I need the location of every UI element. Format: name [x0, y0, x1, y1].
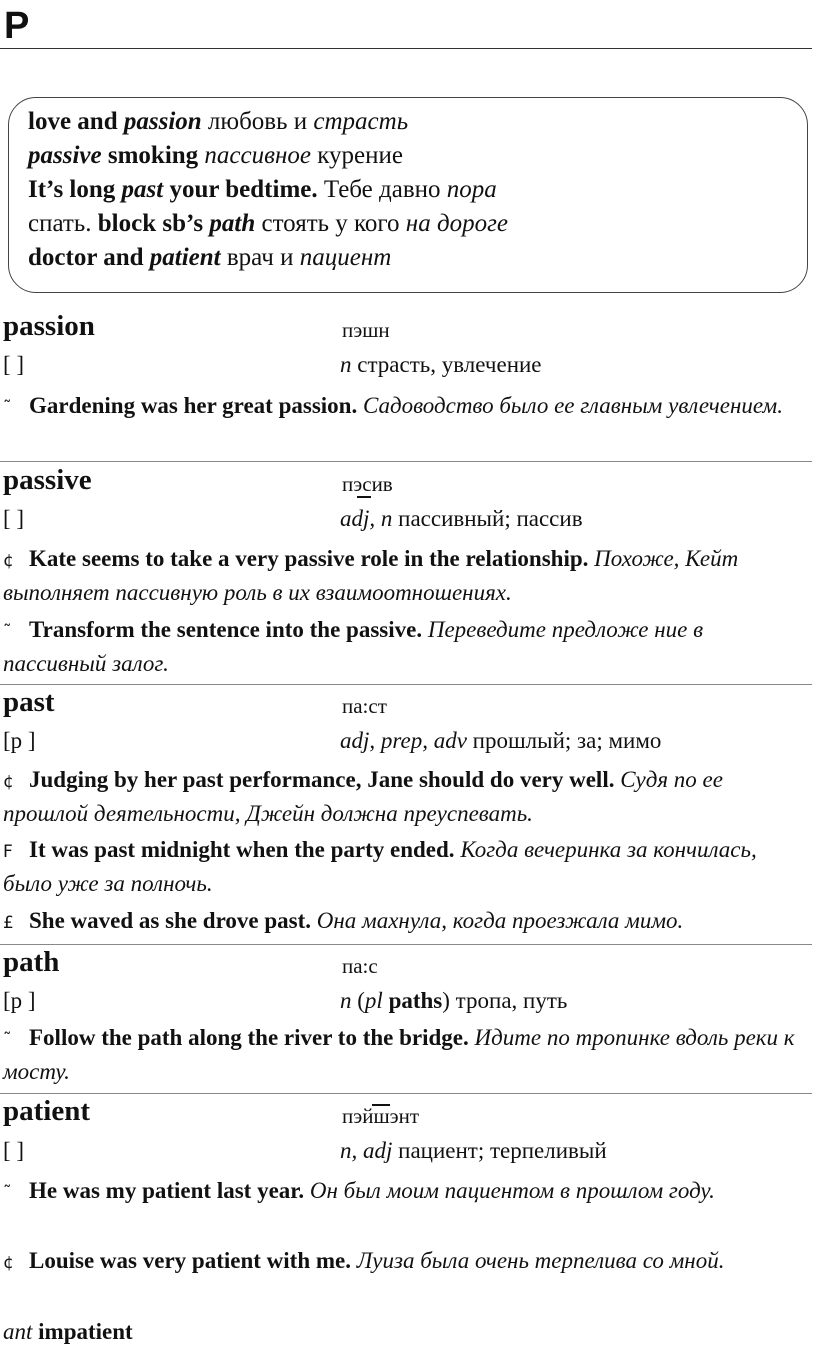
entry-pronunciation-passive: пэсив — [342, 472, 393, 496]
example-marker: ˜ — [3, 622, 12, 642]
example-passive-1: ¢ Kate seems to take a very passive role in the relationship. Похоже, Кейт выполняет пассивную роль в их взаимоотношениях. — [3, 546, 739, 605]
example-marker: £ — [3, 913, 14, 933]
entry-transcription-passive: [ ] — [3, 506, 25, 531]
entry-headword-path: path — [3, 946, 60, 978]
example-past-2: F It was past midnight when the party ended. Когда вечеринка за кончилась, было уже за полночь. — [3, 837, 757, 896]
example-marker: ¢ — [3, 551, 14, 571]
antonym-patient: ant impatient — [3, 1319, 133, 1344]
stress-mark — [357, 496, 371, 498]
entry-transcription-passion: [ ] — [3, 352, 25, 377]
example-patient-2: ¢ Louise was very patient with me. Луиза была очень терпелива со мной. — [3, 1245, 811, 1279]
entry-transcription-past: [p ] — [3, 728, 36, 753]
entry-pronunciation-past: па:ст — [342, 694, 387, 718]
example-marker: ˜ — [3, 1183, 12, 1203]
example-marker: ¢ — [3, 772, 14, 792]
entry-headword-passive: passive — [3, 464, 92, 496]
phrase-line-1: love and passion любовь и страсть — [28, 108, 409, 135]
entry-pronunciation-passion: пэшн — [342, 318, 390, 342]
example-patient-1: ˜ He was my patient last year. Он был моим пациентом в прошлом году. — [3, 1175, 811, 1209]
example-marker: ˜ — [3, 398, 12, 418]
stress-mark — [372, 1104, 390, 1106]
entry-definition-patient: n, adj пациент; терпеливый — [340, 1138, 607, 1163]
example-passive-2: ˜ Transform the sentence into the passive. Переведите предложе ние в пассивный залог. — [3, 617, 704, 676]
section-letter: P — [4, 5, 30, 47]
example-past-1: ¢ Judging by her past performance, Jane should do very well. Судя по ее прошлой деятельности, Джейн должна преуспевать. — [3, 767, 723, 826]
example-marker: F — [3, 842, 13, 862]
entry-definition-passive: adj, n пассивный; пассив — [340, 506, 583, 531]
entry-divider — [0, 684, 812, 685]
entry-pronunciation-patient: пэйшэнт — [342, 1104, 420, 1128]
example-past-3: £ She waved as she drove past. Она махнула, когда проезжала мимо. — [3, 905, 811, 939]
entry-transcription-path: [p ] — [3, 988, 36, 1013]
example-marker: ¢ — [3, 1253, 14, 1273]
entry-definition-past: adj, prep, adv прошлый; за; мимо — [340, 728, 662, 753]
entry-divider — [0, 461, 812, 462]
phrase-line-5: doctor and patient врач и пациент — [28, 244, 392, 271]
entry-pronunciation-path: па:с — [342, 954, 378, 978]
example-marker: ˜ — [3, 1030, 12, 1050]
phrase-line-2: passive smoking пассивное курение — [28, 142, 403, 169]
entry-divider — [0, 944, 812, 945]
entry-headword-patient: patient — [3, 1095, 90, 1127]
entry-divider — [0, 1093, 812, 1094]
entry-transcription-patient: [ ] — [3, 1138, 25, 1163]
entry-headword-passion: passion — [3, 310, 95, 342]
phrase-line-4: спать. block sb’s path стоять у кого на дороге — [28, 210, 508, 237]
header-rule — [0, 48, 812, 49]
entry-definition-passion: n страсть, увлечение — [340, 352, 542, 377]
phrase-line-3: It’s long past your bedtime. Тебе давно пора — [28, 176, 497, 203]
entry-definition-path: n (pl paths) тропа, путь — [340, 988, 568, 1013]
example-passion-1: ˜ Gardening was her great passion. Садоводство было ее главным увлечением. — [3, 390, 811, 424]
example-path-1: ˜ Follow the path along the river to the bridge. Идите по тропинке вдоль реки к мосту. — [3, 1025, 795, 1084]
entry-headword-past: past — [3, 686, 55, 718]
